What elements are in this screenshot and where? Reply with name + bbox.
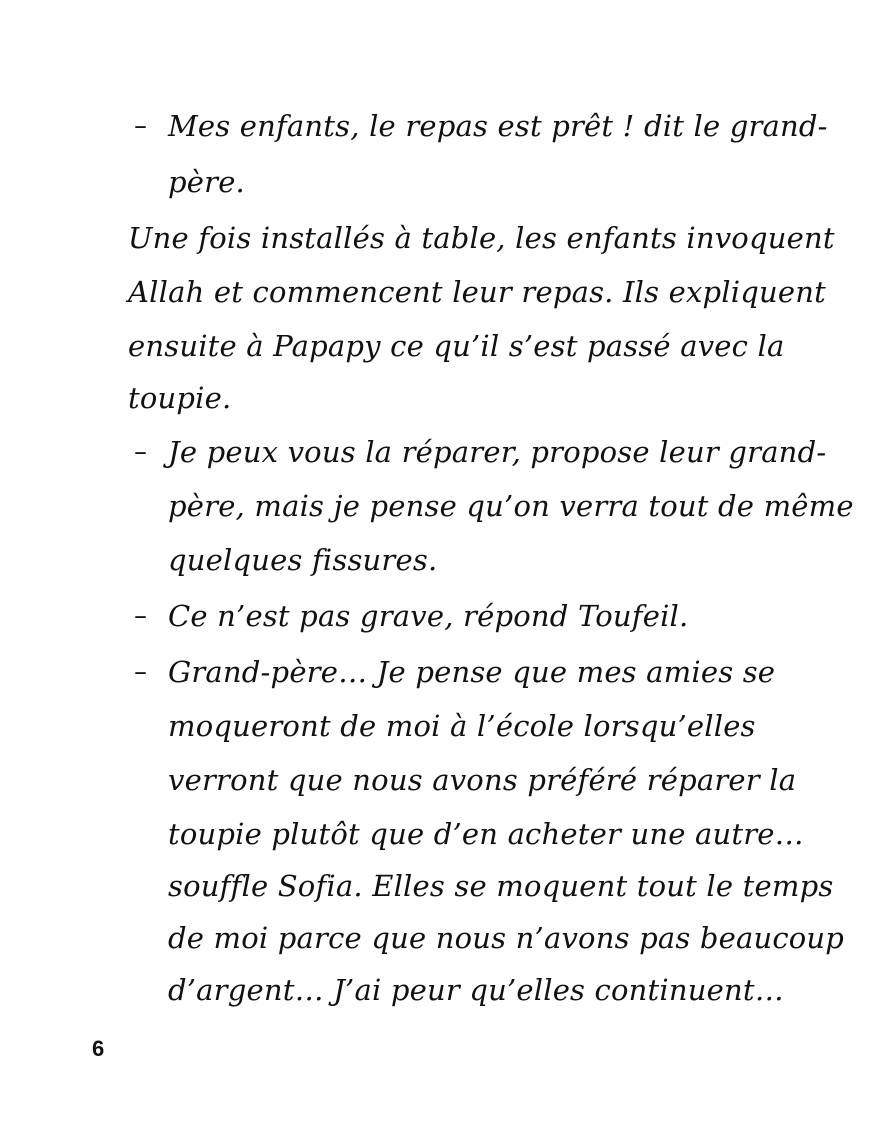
text-line-14: toupie plutôt que d’en acheter une autre…: [168, 817, 804, 851]
text-line-9: quelques fissures.: [168, 543, 438, 577]
dialogue-dash: –: [134, 437, 147, 467]
text-line-8: père, mais je pense qu’on verra tout de même: [168, 489, 854, 523]
dialogue-dash: –: [134, 601, 147, 631]
text-line-17: d’argent… J’ai peur qu’elles continuent…: [168, 973, 784, 1007]
text-line-15: souffle Sofia. Elles se moquent tout le temps: [168, 869, 834, 903]
page-number: 6: [92, 1036, 105, 1061]
text-line-2: père.: [168, 165, 245, 199]
text-line-7: Je peux vous la réparer, propose leur grand-: [168, 435, 827, 469]
text-line-4: Allah et commencent leur repas. Ils expliquent: [128, 275, 826, 309]
text-line-6: toupie.: [128, 381, 232, 415]
text-line-5: ensuite à Papapy ce qu’il s’est passé avec la: [128, 329, 785, 363]
dialogue-dash: –: [134, 657, 147, 687]
text-line-11: Grand-père… Je pense que mes amies se: [168, 655, 776, 689]
text-line-3: Une fois installés à table, les enfants invoquent: [128, 221, 835, 255]
text-line-1: Mes enfants, le repas est prêt ! dit le grand-: [168, 109, 828, 143]
text-line-13: verront que nous avons préféré réparer la: [168, 763, 797, 797]
text-line-16: de moi parce que nous n’avons pas beaucoup: [168, 921, 845, 955]
text-line-10: Ce n’est pas grave, répond Toufeil.: [168, 599, 689, 633]
text-line-12: moqueront de moi à l’école lorsqu’elles: [168, 709, 756, 743]
dialogue-dash: –: [134, 111, 147, 141]
